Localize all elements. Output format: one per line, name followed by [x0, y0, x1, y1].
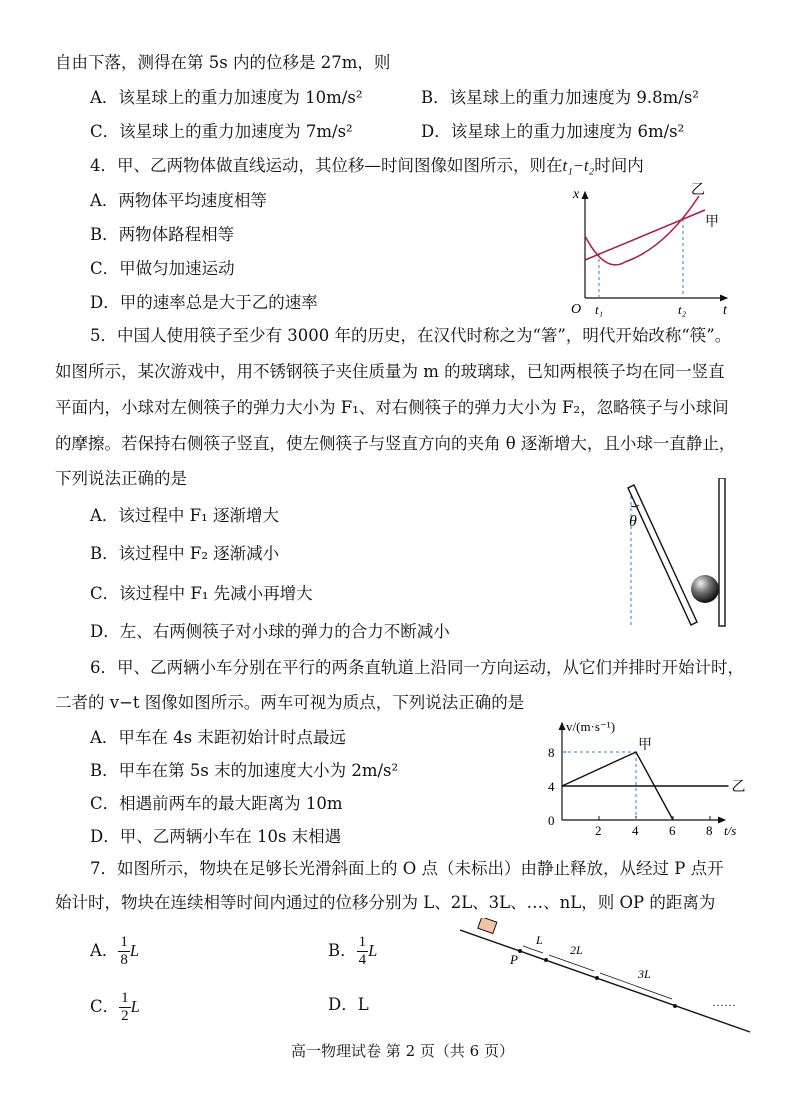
q7-seg1-dim [523, 946, 543, 953]
q5-option-c[interactable]: C．该过程中 F₁ 先减小再增大 [90, 584, 313, 603]
q6-series [562, 737, 746, 820]
q7-option-b-letter: B． [328, 941, 357, 960]
q7-option-a-fraction [118, 934, 130, 969]
q7-point-1 [544, 958, 548, 962]
q4-option-c[interactable]: C．甲做匀加速运动 [90, 259, 235, 278]
q4-stem [90, 155, 644, 177]
q3-option-a[interactable]: A．该星球上的重力加速度为 10m/s² [90, 88, 363, 107]
q7-option-b-den: 4 [358, 952, 367, 968]
q7-option-c[interactable] [90, 990, 140, 1025]
q4-xt-graph [565, 178, 740, 318]
q5-angle-label: θ [629, 513, 637, 530]
q4-label-yi: 乙 [691, 183, 705, 198]
q6-option-b[interactable]: B．甲车在第 5s 末的加速度大小为 2m/s² [90, 761, 399, 780]
q7-option-a-unit: L [129, 941, 140, 960]
q5-line4: 的摩擦。若保持右侧筷子竖直，使左侧筷子与竖直方向的夹角 θ 逐渐增大，且小球一直静止， [55, 434, 736, 453]
q6-x-axis-label: t/s [724, 823, 737, 838]
q4-label-jia: 甲 [705, 215, 719, 230]
q5-option-a[interactable]: A．该过程中 F₁ 逐渐增大 [90, 506, 279, 525]
q5-line5: 下列说法正确的是 [55, 469, 187, 488]
q4-origin-label: O [571, 302, 582, 317]
q6-line1: 6．甲、乙两辆小车分别在平行的两条直轨道上沿同一方向运动，从它们并排时开始计时， [90, 658, 744, 677]
q5-chopsticks-figure [615, 478, 740, 638]
q3-continuation: 自由下落，测得在第 5s 内的位移是 27m，则 [55, 53, 391, 72]
q6-vt-chart [540, 715, 755, 840]
q7-option-b-num: 1 [358, 934, 367, 950]
q4-t2-label: t₂ [678, 302, 687, 317]
q7-option-c-num: 1 [121, 990, 129, 1006]
q6-option-d[interactable]: D．甲、乙两辆小车在 10s 末相遇 [90, 827, 342, 846]
q5-option-d[interactable]: D．左、右两侧筷子对小球的弹力的合力不断减小 [90, 622, 450, 641]
q7-option-c-letter: C． [90, 997, 120, 1016]
q7-option-a-den: 8 [120, 952, 128, 968]
q7-line1: 7．如图所示，物块在足够长光滑斜面上的 O 点（未标出）由静止释放，从经过 P 点开 [90, 859, 724, 878]
q7-seg1-label: L [536, 933, 543, 947]
q6-line2: 二者的 v−t 图像如图所示。两车可视为质点，下列说法正确的是 [55, 693, 525, 712]
q6-option-a[interactable]: A．甲车在 4s 末距初始计时点最远 [90, 728, 346, 747]
q3-option-d[interactable]: D．该星球上的重力加速度为 6m/s² [421, 122, 685, 141]
q7-option-b-unit: L [368, 941, 378, 960]
q6-series-jia-label: 甲 [638, 738, 652, 753]
q5-glass-ball [691, 575, 719, 603]
q7-option-d[interactable]: D．L [328, 995, 369, 1014]
q6-x-tick-label-6: 6 [669, 823, 676, 838]
q5-option-b[interactable]: B．该过程中 F₂ 逐渐减小 [90, 544, 280, 563]
q4-stem-end: 时间内 [594, 156, 644, 175]
q7-option-c-den: 2 [121, 1008, 129, 1024]
q7-point-2 [595, 976, 599, 980]
q4-option-a[interactable]: A．两物体平均速度相等 [90, 191, 267, 210]
q7-option-b[interactable] [328, 934, 377, 969]
page-footer: 高一物理试卷 第 2 页（共 6 页） [291, 1042, 514, 1060]
q7-p-label: P [510, 952, 518, 967]
q7-point-p [518, 949, 522, 953]
q7-option-c-unit: L [130, 997, 140, 1016]
q7-line2: 始计时，物块在连续相等时间内通过的位移分别为 L、2L、3L、…、nL，则 OP 的距离为 [55, 893, 716, 912]
q7-seg2-label: 2L [570, 943, 583, 957]
q7-ellipsis: …… [712, 995, 736, 1009]
q6-option-c[interactable]: C．相遇前两车的最大距离为 10m [90, 794, 343, 813]
q7-block [478, 918, 497, 934]
q6-x-tick-label-8: 8 [706, 823, 713, 838]
q7-incline-figure [460, 918, 760, 1038]
q6-x-tick-label-4: 4 [632, 823, 639, 838]
q7-option-c-fraction [119, 990, 131, 1025]
q4-x-axis-label: t [723, 303, 727, 318]
q5-right-chopstick [719, 478, 725, 626]
q4-option-b[interactable]: B．两物体路程相等 [90, 225, 235, 244]
q7-option-b-fraction [357, 934, 369, 969]
q6-y-tick-label-8: 8 [548, 745, 555, 760]
q6-y-axis-label: v/(m·s⁻¹) [566, 719, 616, 734]
q7-incline-surface [460, 930, 750, 1032]
q7-option-a-letter: A． [90, 941, 119, 960]
q7-option-a-num: 1 [120, 934, 128, 950]
q6-y-tick-label-0: 0 [548, 813, 555, 828]
q4-interval: t₁−t₂ [562, 156, 595, 175]
q6-x-tick-label-2: 2 [595, 823, 602, 838]
q6-series-yi-label: 乙 [731, 780, 746, 795]
q3-option-b[interactable]: B．该星球上的重力加速度为 9.8m/s² [421, 88, 699, 107]
q6-y-tick-label-4: 4 [548, 779, 555, 794]
q4-curve-yi [585, 196, 699, 265]
q5-line2: 如图所示，某次游戏中，用不锈钢筷子夹住质量为 m 的玻璃球，已知两根筷子均在同一竖直 [55, 362, 725, 381]
q5-line3: 平面内，小球对左侧筷子的弹力大小为 F₁、对右侧筷子的弹力大小为 F₂，忽略筷子与小球间 [55, 398, 729, 417]
q7-option-a[interactable] [90, 934, 139, 969]
q3-option-c[interactable]: C．该星球上的重力加速度为 7m/s² [90, 122, 353, 141]
q4-option-d[interactable]: D．甲的速率总是大于乙的速率 [90, 293, 318, 312]
q4-stem-text: 4．甲、乙两物体做直线运动，其位移—时间图像如图所示，则在 [90, 156, 563, 175]
q7-point-3 [673, 1004, 677, 1008]
q7-seg3-label: 3L [638, 967, 651, 981]
q4-y-axis-label: x [573, 187, 580, 202]
q6-ticks [548, 745, 713, 838]
q5-line1: 5．中国人使用筷子至少有 3000 年的历史，在汉代时称之为“箸”，明代开始改称“筷”。 [90, 326, 732, 345]
q7-seg3-dim [600, 973, 672, 999]
q4-t1-label: t₁ [595, 302, 604, 317]
